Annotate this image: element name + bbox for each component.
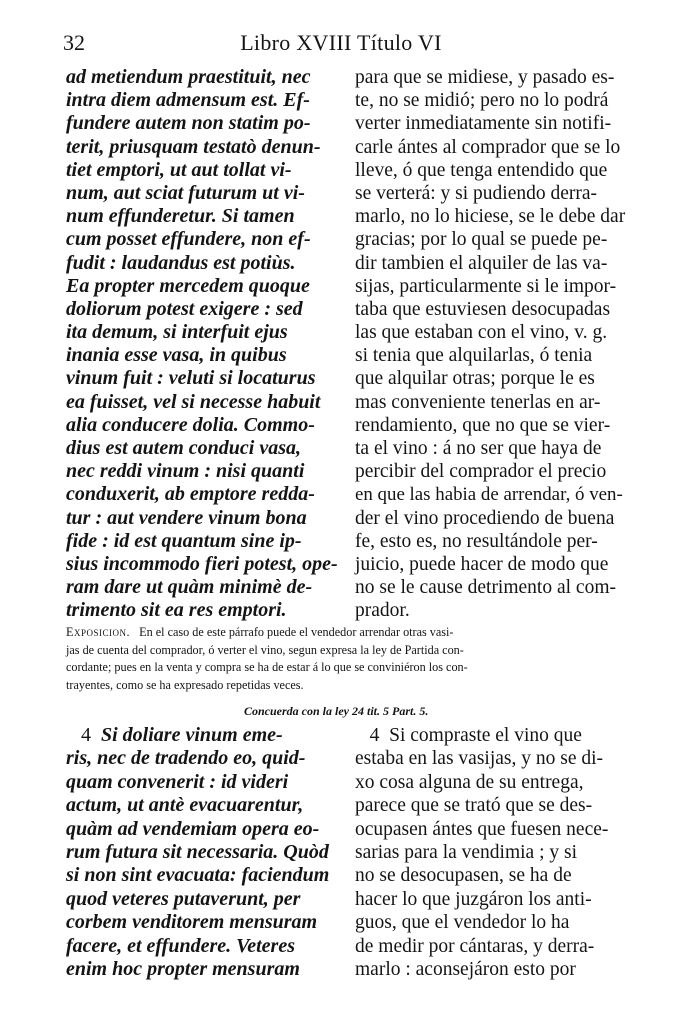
exposition-text: En el caso de este párrafo puede el vendedor arrendar otras vasi- [139, 625, 454, 639]
spanish-line: guos, que el vendedor lo ha [355, 912, 570, 934]
latin-line: tiet emptori, ut aut tollat vi- [66, 158, 292, 181]
latin-line: tur : aut vendere vinum bona [66, 506, 307, 529]
exposition-line [66, 624, 626, 642]
latin-line: fundere autem non statim po- [66, 112, 311, 135]
latin-text: Si doliare vinum eme- [101, 724, 283, 746]
spanish-line: taba que estuviesen desocupadas [355, 298, 611, 320]
spanish-line: percibir del comprador el precio [355, 461, 607, 483]
latin-line: trimento sit ea res emptori. [66, 599, 287, 622]
spanish-line: sijas, particularmente si le impor- [355, 275, 617, 297]
latin-line: num, aut sciat futurum ut vi- [66, 181, 305, 204]
spanish-line: si tenia que alquilarlas, ó tenia [355, 345, 593, 367]
exposition-line: jas de cuenta del comprador, ó verter el vino, segun expresa la ley de Partida con- [66, 642, 464, 657]
spanish-line: no se le cause detrimento al com- [355, 577, 616, 599]
spanish-line: que alquilar otras; porque le es [355, 368, 595, 390]
latin-line: terit, priusquam testatò denun- [66, 135, 321, 158]
spanish-line: lleve, ó que tenga entendido que [355, 159, 608, 181]
latin-line: corbem venditorem mensuram [66, 911, 318, 934]
latin-line: sius incommodo fieri potest, ope- [66, 552, 338, 575]
latin-line: quod veteres putaverunt, per [66, 887, 301, 910]
exposition-line: cordante; pues en la venta y compra se ha de estar á lo que se conviniéron los con- [66, 660, 468, 674]
latin-line: ea fuisset, vel si necesse habuit [66, 390, 321, 413]
spanish-line: fe, esto es, no resultándole per- [355, 530, 598, 552]
latin-line: quam convenerit : id videri [66, 770, 289, 793]
spanish-line: parece que se trató que se des- [355, 795, 593, 817]
latin-line: si non sint evacuata: faciendum [66, 864, 330, 887]
latin-line: fudit : laudandus est potiùs. [66, 251, 296, 274]
latin-line: actum, ut antè evacuarentur, [66, 794, 304, 817]
latin-line: inania esse vasa, in quibus [66, 344, 287, 367]
paragraph-number: 4 [81, 724, 91, 746]
spanish-line: las que estaban con el vino, v. g. [355, 322, 608, 344]
spanish-line: dir tambien el alquiler de las va- [355, 252, 608, 274]
spanish-line: de medir por cántaras, y derra- [355, 935, 595, 957]
spanish-line: para que se midiese, y pasado es- [355, 67, 615, 88]
spanish-line: der el vino procediendo de buena [355, 507, 615, 529]
paragraph-number: 4 [369, 725, 380, 746]
latin-line: Ea propter mercedem quoque [66, 274, 310, 297]
spanish-line: juicio, puede hacer de modo que [355, 553, 609, 575]
latin-line: alia conducere dolia. Commo- [66, 413, 315, 436]
spanish-line: se verterá: y si pudiendo derra- [355, 182, 598, 204]
spanish-line: gracias; por lo qual se puede pe- [355, 229, 608, 251]
spanish-line: prador. [355, 600, 410, 622]
spanish-column-bottom [355, 724, 625, 981]
latin-line: ita demum, si interfuit ejus [66, 321, 288, 344]
latin-line: rum futura sit necessaria. Quòd [66, 840, 329, 863]
latin-line: doliorum potest exigere : sed [66, 297, 303, 320]
latin-line: facere, et effundere. Veteres [66, 934, 296, 957]
spanish-line: xo cosa alguna de su entrega, [355, 771, 584, 793]
exposition-note [66, 624, 626, 694]
spanish-line: te, no se midió; pero no lo podrá [355, 90, 609, 112]
spanish-line: carle ántes al comprador que se lo [355, 136, 621, 158]
latin-line: dius est autem conduci vasa, [66, 437, 302, 459]
latin-line: conduxerit, ab emptore redda- [66, 483, 315, 506]
spanish-line: verter inmediatamente sin notifi- [355, 113, 612, 135]
latin-line [66, 724, 338, 747]
spanish-line: marlo, no lo hiciese, se le debe dar [355, 206, 626, 228]
latin-column-top [66, 66, 338, 623]
latin-line: nec reddi vinum : nisi quanti [66, 460, 305, 483]
spanish-line: en que las habia de arrendar, ó ven- [355, 484, 623, 506]
spanish-line: rendamiento, que no que se vier- [355, 414, 611, 436]
spanish-line [355, 724, 625, 747]
latin-line: quàm ad vendemiam opera eo- [66, 817, 320, 840]
spanish-line: estaba en las vasijas, y no se di- [355, 748, 604, 770]
latin-line: intra diem admensum est. Ef- [66, 89, 310, 112]
concordance-reference: Concuerda con la ley 24 tit. 5 Part. 5. [244, 704, 429, 718]
latin-column-bottom [66, 724, 338, 981]
spanish-line: no se desocupasen, se ha de [355, 865, 572, 887]
exposition-label: Exposicion. [66, 625, 130, 639]
spanish-line: ocupasen ántes que fuesen nece- [355, 818, 609, 840]
latin-line: ram dare ut quàm minimè de- [66, 576, 313, 599]
latin-line: fide : id est quantum sine ip- [66, 529, 302, 552]
spanish-line: sarias para la vendimia ; y si [355, 841, 578, 863]
latin-line: ris, nec de tradendo eo, quid- [66, 747, 306, 770]
spanish-line: hacer lo que juzgáron los anti- [355, 888, 592, 910]
spanish-text: Si compraste el vino que [389, 725, 582, 746]
spanish-line: marlo : aconsejáron esto por [355, 958, 576, 980]
exposition-line: trayentes, como se ha expresado repetidas veces. [66, 677, 304, 692]
spanish-column-top [355, 66, 625, 623]
page-number: 32 [63, 30, 85, 55]
running-head: Libro XVIII Título VI [240, 30, 442, 55]
latin-line: vinum fuit : veluti si locaturus [66, 367, 316, 390]
latin-line: num effunderetur. Si tamen [66, 205, 295, 228]
latin-line: enim hoc propter mensuram [66, 957, 300, 980]
spanish-line: mas conveniente tenerlas en ar- [355, 391, 601, 413]
spanish-line: ta el vino : á no ser que haya de [355, 438, 602, 459]
latin-line: cum posset effundere, non ef- [66, 228, 311, 251]
latin-line: ad metiendum praestituit, nec [66, 66, 311, 88]
